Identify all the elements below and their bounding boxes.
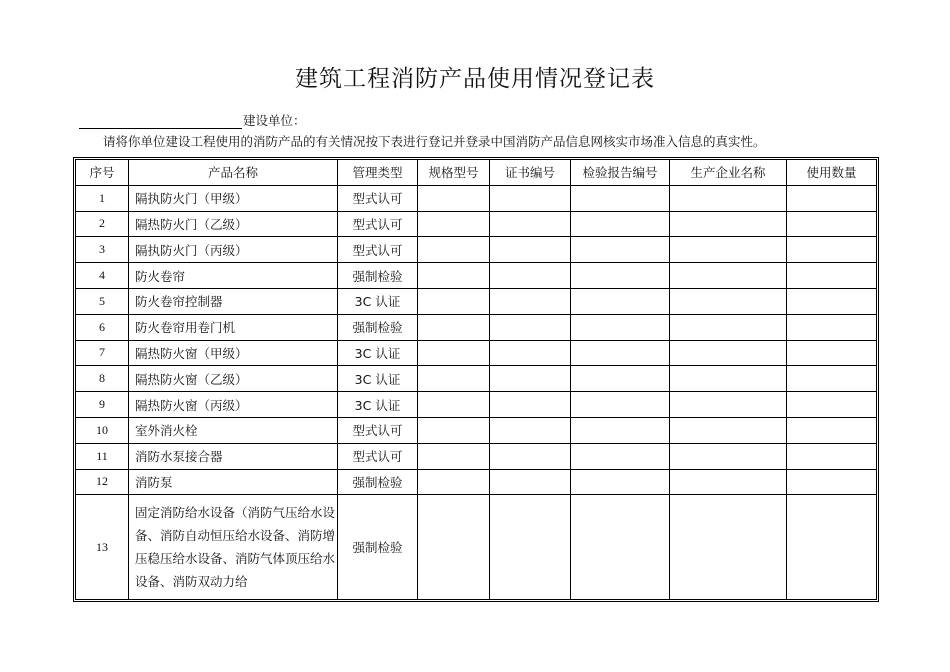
- cell-no: 10: [76, 417, 129, 443]
- table-row: [76, 392, 877, 418]
- cell-management-type: 3C 认证: [338, 340, 418, 366]
- cell-model[interactable]: [418, 340, 490, 366]
- table-row: [76, 366, 877, 392]
- cell-quantity[interactable]: [787, 185, 877, 211]
- cell-no: 1: [76, 185, 129, 211]
- cell-certificate-no[interactable]: [490, 443, 571, 469]
- cell-report-no[interactable]: [571, 211, 670, 237]
- cell-quantity[interactable]: [787, 340, 877, 366]
- cell-model[interactable]: [418, 263, 490, 289]
- cell-management-type: 型式认可: [338, 211, 418, 237]
- cell-quantity[interactable]: [787, 366, 877, 392]
- cell-certificate-no[interactable]: [490, 392, 571, 418]
- instruction-text: 请将你单位建设工程使用的消防产品的有关情况按下表进行登记并登录中国消防产品信息网核实市场准入信息的真实性。: [103, 134, 766, 149]
- cell-model[interactable]: [418, 288, 490, 314]
- registration-table: [75, 159, 877, 600]
- cell-manufacturer[interactable]: [670, 211, 787, 237]
- cell-product-name: 防火卷帘: [129, 263, 338, 289]
- cell-management-type: 强制检验: [338, 314, 418, 340]
- cell-model[interactable]: [418, 469, 490, 495]
- table-row: [76, 288, 877, 314]
- cell-certificate-no[interactable]: [490, 366, 571, 392]
- cell-report-no[interactable]: [571, 288, 670, 314]
- table-row: [76, 443, 877, 469]
- table-row: [76, 340, 877, 366]
- cell-product-name: 隔热防火窗（甲级）: [129, 340, 338, 366]
- cell-management-type: 3C 认证: [338, 392, 418, 418]
- cell-manufacturer[interactable]: [670, 366, 787, 392]
- cell-manufacturer[interactable]: [670, 340, 787, 366]
- cell-product-name: 室外消火栓: [129, 417, 338, 443]
- cell-certificate-no[interactable]: [490, 340, 571, 366]
- cell-certificate-no[interactable]: [490, 417, 571, 443]
- cell-no: 7: [76, 340, 129, 366]
- cell-report-no[interactable]: [571, 392, 670, 418]
- cell-manufacturer[interactable]: [670, 185, 787, 211]
- cell-product-name: 消防泵: [129, 469, 338, 495]
- table-row: [76, 469, 877, 495]
- table-row: [76, 211, 877, 237]
- cell-product-name: 隔热防火窗（丙级）: [129, 392, 338, 418]
- cell-no: 11: [76, 443, 129, 469]
- table-row: [76, 237, 877, 263]
- col-header-quantity: 使用数量: [787, 160, 877, 186]
- cell-product-name: 防火卷帘用卷门机: [129, 314, 338, 340]
- cell-manufacturer[interactable]: [670, 237, 787, 263]
- cell-quantity[interactable]: [787, 288, 877, 314]
- cell-model[interactable]: [418, 237, 490, 263]
- cell-certificate-no[interactable]: [490, 211, 571, 237]
- cell-management-type: 型式认可: [338, 417, 418, 443]
- table-row: [76, 417, 877, 443]
- cell-report-no[interactable]: [571, 263, 670, 289]
- cell-no: 3: [76, 237, 129, 263]
- cell-model[interactable]: [418, 366, 490, 392]
- cell-manufacturer[interactable]: [670, 288, 787, 314]
- cell-management-type: 型式认可: [338, 237, 418, 263]
- col-header-model: 规格型号: [418, 160, 490, 186]
- cell-quantity[interactable]: [787, 443, 877, 469]
- construction-unit-label: 建设单位：: [243, 113, 306, 128]
- cell-report-no[interactable]: [571, 469, 670, 495]
- cell-no: 6: [76, 314, 129, 340]
- cell-model[interactable]: [418, 314, 490, 340]
- cell-product-name: 消防水泵接合器: [129, 443, 338, 469]
- cell-quantity[interactable]: [787, 417, 877, 443]
- cell-report-no[interactable]: [571, 185, 670, 211]
- cell-quantity[interactable]: [787, 263, 877, 289]
- col-header-product-name: 产品名称: [129, 160, 338, 186]
- cell-manufacturer[interactable]: [670, 417, 787, 443]
- table-row: [76, 185, 877, 211]
- cell-no: 9: [76, 392, 129, 418]
- cell-quantity[interactable]: [787, 495, 877, 600]
- cell-certificate-no[interactable]: [490, 237, 571, 263]
- cell-certificate-no[interactable]: [490, 185, 571, 211]
- cell-quantity[interactable]: [787, 469, 877, 495]
- cell-product-name: 固定消防给水设备（消防气压给水设备、消防自动恒压给水设备、消防增压稳压给水设备、消防气体顶压给水设备、消防双动力给: [129, 495, 338, 600]
- cell-model[interactable]: [418, 211, 490, 237]
- cell-report-no[interactable]: [571, 314, 670, 340]
- cell-manufacturer[interactable]: [670, 443, 787, 469]
- cell-no: 2: [76, 211, 129, 237]
- col-header-report-no: 检验报告编号: [571, 160, 670, 186]
- cell-manufacturer[interactable]: [670, 314, 787, 340]
- cell-management-type: 型式认可: [338, 185, 418, 211]
- unit-underline: [79, 128, 242, 129]
- cell-product-name: 隔执防火门（甲级）: [129, 185, 338, 211]
- cell-model[interactable]: [418, 417, 490, 443]
- cell-no: 5: [76, 288, 129, 314]
- table-row: [76, 314, 877, 340]
- cell-product-name: 隔执防火门（丙级）: [129, 237, 338, 263]
- cell-management-type: 3C 认证: [338, 288, 418, 314]
- cell-report-no[interactable]: [571, 495, 670, 600]
- cell-report-no[interactable]: [571, 237, 670, 263]
- cell-product-name: 隔热防火门（乙级）: [129, 211, 338, 237]
- cell-quantity[interactable]: [787, 392, 877, 418]
- cell-certificate-no[interactable]: [490, 263, 571, 289]
- cell-management-type: 强制检验: [338, 263, 418, 289]
- cell-quantity[interactable]: [787, 211, 877, 237]
- cell-manufacturer[interactable]: [670, 469, 787, 495]
- cell-quantity[interactable]: [787, 237, 877, 263]
- cell-management-type: 强制检验: [338, 469, 418, 495]
- cell-model[interactable]: [418, 495, 490, 600]
- table-row: [76, 263, 877, 289]
- cell-no: 8: [76, 366, 129, 392]
- table-row: [76, 495, 877, 600]
- col-header-management-type: 管理类型: [338, 160, 418, 186]
- cell-management-type: 强制检验: [338, 495, 418, 600]
- cell-report-no[interactable]: [571, 366, 670, 392]
- cell-quantity[interactable]: [787, 314, 877, 340]
- cell-management-type: 3C 认证: [338, 366, 418, 392]
- cell-manufacturer[interactable]: [670, 392, 787, 418]
- cell-no: 12: [76, 469, 129, 495]
- cell-certificate-no[interactable]: [490, 314, 571, 340]
- table-header-row: [76, 160, 877, 186]
- cell-report-no[interactable]: [571, 340, 670, 366]
- col-header-certificate-no: 证书编号: [490, 160, 571, 186]
- cell-certificate-no[interactable]: [490, 288, 571, 314]
- col-header-no: 序号: [76, 160, 129, 186]
- page-title: 建筑工程消防产品使用情况登记表: [295, 66, 655, 92]
- cell-no: 13: [76, 495, 129, 600]
- cell-no: 4: [76, 263, 129, 289]
- cell-certificate-no[interactable]: [490, 495, 571, 600]
- cell-report-no[interactable]: [571, 443, 670, 469]
- cell-model[interactable]: [418, 185, 490, 211]
- cell-product-name: 防火卷帘控制器: [129, 288, 338, 314]
- cell-manufacturer[interactable]: [670, 495, 787, 600]
- cell-model[interactable]: [418, 392, 490, 418]
- col-header-manufacturer: 生产企业名称: [670, 160, 787, 186]
- cell-product-name: 隔热防火窗（乙级）: [129, 366, 338, 392]
- cell-management-type: 型式认可: [338, 443, 418, 469]
- cell-report-no[interactable]: [571, 417, 670, 443]
- cell-certificate-no[interactable]: [490, 469, 571, 495]
- cell-model[interactable]: [418, 443, 490, 469]
- registration-table-frame: [73, 157, 879, 602]
- cell-manufacturer[interactable]: [670, 263, 787, 289]
